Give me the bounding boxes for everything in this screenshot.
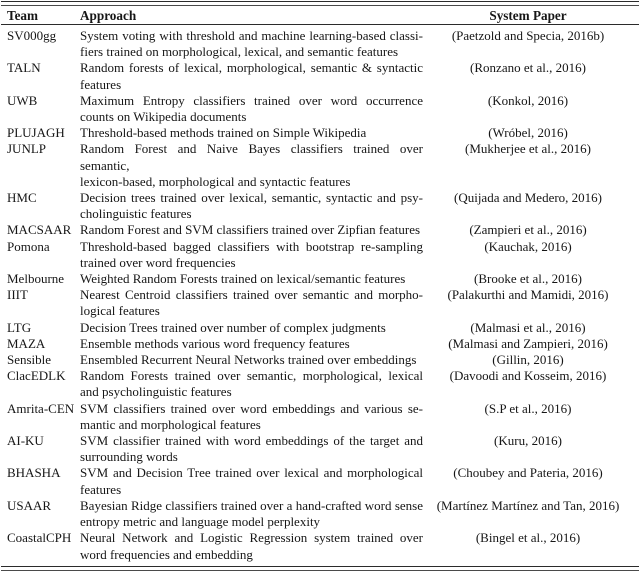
team-cell: HMC: [7, 190, 37, 206]
citation-cell: (Palakurthi and Mamidi, 2016): [447, 287, 609, 303]
approach-line: Decision trees trained over lexical, semantic, syntactic and psy-: [80, 190, 423, 206]
approach-line: SVM classifiers trained over word embeddings and various se-: [80, 400, 423, 416]
citation-cell: (Martínez Martínez and Tan, 2016): [436, 497, 620, 513]
approach-cell: [80, 530, 423, 562]
team-cell: LTG: [7, 319, 32, 335]
approach-line: word frequencies and embedding: [80, 546, 253, 562]
citation-cell: (Davoodi and Kosseim, 2016): [449, 368, 607, 384]
team-cell: UWB: [7, 92, 38, 108]
approach-line: lexicon-based, morphological and syntactic features: [80, 173, 351, 189]
table-row: [0, 141, 640, 190]
approach-line: features: [80, 76, 122, 92]
citation-cell: (Choubey and Pateria, 2016): [453, 465, 603, 481]
approach-line: Ensembled Recurrent Neural Networks trained over embeddings: [80, 352, 417, 368]
approach-line: Neural Network and Logistic Regression system trained over: [80, 530, 423, 546]
approach-line: counts on Wikipedia documents: [80, 109, 247, 125]
approach-cell: [80, 222, 423, 238]
citation-cell: (Ronzano et al., 2016): [470, 60, 586, 76]
column-header-team: Team: [7, 8, 39, 23]
approach-cell: [80, 352, 423, 368]
approach-cell: [80, 401, 423, 433]
table-row: [0, 287, 640, 319]
table-row: [0, 401, 640, 433]
approach-line: surrounding words: [80, 449, 178, 465]
team-cell: Amrita-CEN: [7, 400, 75, 416]
table-row: [0, 125, 640, 141]
header-row: [0, 6, 640, 24]
table-body: [0, 25, 640, 563]
table-row: [0, 465, 640, 497]
approach-line: System voting with threshold and machine learning-based classi-: [80, 28, 423, 43]
column-header-approach: Approach: [80, 8, 137, 23]
approach-cell: [80, 465, 423, 497]
approach-line: trained over word frequencies: [80, 254, 236, 270]
table-row: [0, 239, 640, 271]
approach-cell: [80, 433, 423, 465]
approach-cell: [80, 60, 423, 92]
approach-line: Bayesian Ridge classifiers trained over a hand-crafted word sense: [80, 497, 423, 513]
citation-cell: (Malmasi et al., 2016): [470, 319, 586, 335]
approach-cell: [80, 498, 423, 530]
table-row: [0, 336, 640, 352]
approach-line: Nearest Centroid classifiers trained over semantic and morpho-: [80, 287, 423, 303]
table-row: [0, 498, 640, 530]
approach-line: entropy metric and language model perplexity: [80, 514, 321, 530]
team-cell: MAZA: [7, 335, 46, 351]
table-row: [0, 320, 640, 336]
team-cell: IIIT: [7, 287, 28, 303]
citation-cell: (Kauchak, 2016): [484, 238, 572, 254]
team-cell: AI-KU: [7, 433, 44, 449]
citation-cell: (Quijada and Medero, 2016): [453, 190, 602, 206]
approach-line: Decision Trees trained over number of complex judgments: [80, 319, 386, 335]
citation-cell: (Wróbel, 2016): [488, 125, 568, 141]
bottom-rule: [1, 566, 639, 571]
citation-cell: (Brooke et al., 2016): [474, 271, 582, 287]
table-row: [0, 530, 640, 562]
approach-line: Random forests of lexical, morphological, semantic & syntactic: [80, 60, 423, 76]
table-row: [0, 190, 640, 222]
approach-cell: [80, 336, 423, 352]
citation-cell: (Gillin, 2016): [492, 352, 564, 368]
team-cell: ClacEDLK: [7, 368, 66, 384]
approach-cell: [80, 141, 423, 190]
team-cell: BHASHA: [7, 465, 61, 481]
team-cell: CoastalCPH: [7, 530, 72, 546]
approach-cell: [80, 368, 423, 400]
approach-line: fiers trained on morphological, lexical, and semantic features: [80, 44, 399, 60]
table-row: [0, 271, 640, 287]
approach-line: Random Forest and Naive Bayes classifiers trained over semantic,: [80, 141, 423, 173]
approach-line: Threshold-based methods trained on Simple Wikipedia: [80, 125, 367, 141]
team-cell: MACSAAR: [7, 222, 72, 238]
citation-cell: (Kuru, 2016): [494, 433, 562, 449]
table-row: [0, 93, 640, 125]
approach-line: Weighted Random Forests trained on lexical/semantic features: [80, 271, 406, 287]
approach-line: logical features: [80, 303, 160, 319]
table-row: [0, 368, 640, 400]
team-cell: Melbourne: [7, 271, 65, 287]
team-cell: Sensible: [7, 352, 52, 368]
table-row: [0, 222, 640, 238]
approach-line: mantic and morphological features: [80, 416, 261, 432]
citation-cell: (Mukherjee et al., 2016): [465, 141, 591, 157]
approach-cell: [80, 125, 423, 141]
approach-line: cholinguistic features: [80, 206, 192, 222]
citation-cell: (S.P et al., 2016): [484, 400, 572, 416]
team-cell: JUNLP: [7, 141, 47, 157]
approach-line: Random Forests trained over semantic, morphological, lexical: [80, 368, 423, 384]
citation-cell: (Paetzold and Specia, 2016b): [451, 28, 605, 43]
team-cell: USAAR: [7, 497, 52, 513]
citation-cell: (Konkol, 2016): [487, 92, 569, 108]
approach-cell: [80, 28, 423, 60]
table-row: [0, 28, 640, 60]
approach-cell: [80, 239, 423, 271]
approach-cell: [80, 287, 423, 319]
approach-line: SVM and Decision Tree trained over lexical and morphological: [80, 465, 423, 481]
table-row: [0, 433, 640, 465]
approach-cell: [80, 190, 423, 222]
approach-line: SVM classifier trained with word embeddings of the target and: [80, 433, 423, 449]
approach-cell: [80, 320, 423, 336]
approach-cell: [80, 271, 423, 287]
approach-cell: [80, 93, 423, 125]
approach-line: Threshold-based bagged classifiers with bootstrap re-sampling: [80, 238, 423, 254]
table-row: [0, 352, 640, 368]
team-cell: SV000gg: [7, 28, 57, 43]
column-header-paper: System Paper: [489, 8, 567, 23]
team-cell: PLUJAGH: [7, 125, 65, 141]
team-cell: Pomona: [7, 238, 50, 254]
team-cell: TALN: [7, 60, 41, 76]
citation-cell: (Zampieri et al., 2016): [469, 222, 587, 238]
citation-cell: (Bingel et al., 2016): [475, 530, 581, 546]
approach-line: Maximum Entropy classifiers trained over word occurrence: [80, 92, 423, 108]
approach-line: Ensemble methods various word frequency features: [80, 335, 350, 351]
citation-cell: (Malmasi and Zampieri, 2016): [448, 335, 608, 351]
approach-line: and psycholinguistic features: [80, 384, 232, 400]
approach-line: features: [80, 481, 122, 497]
approach-line: Random Forest and SVM classifiers trained over Zipfian features: [80, 222, 421, 238]
table-row: [0, 60, 640, 92]
